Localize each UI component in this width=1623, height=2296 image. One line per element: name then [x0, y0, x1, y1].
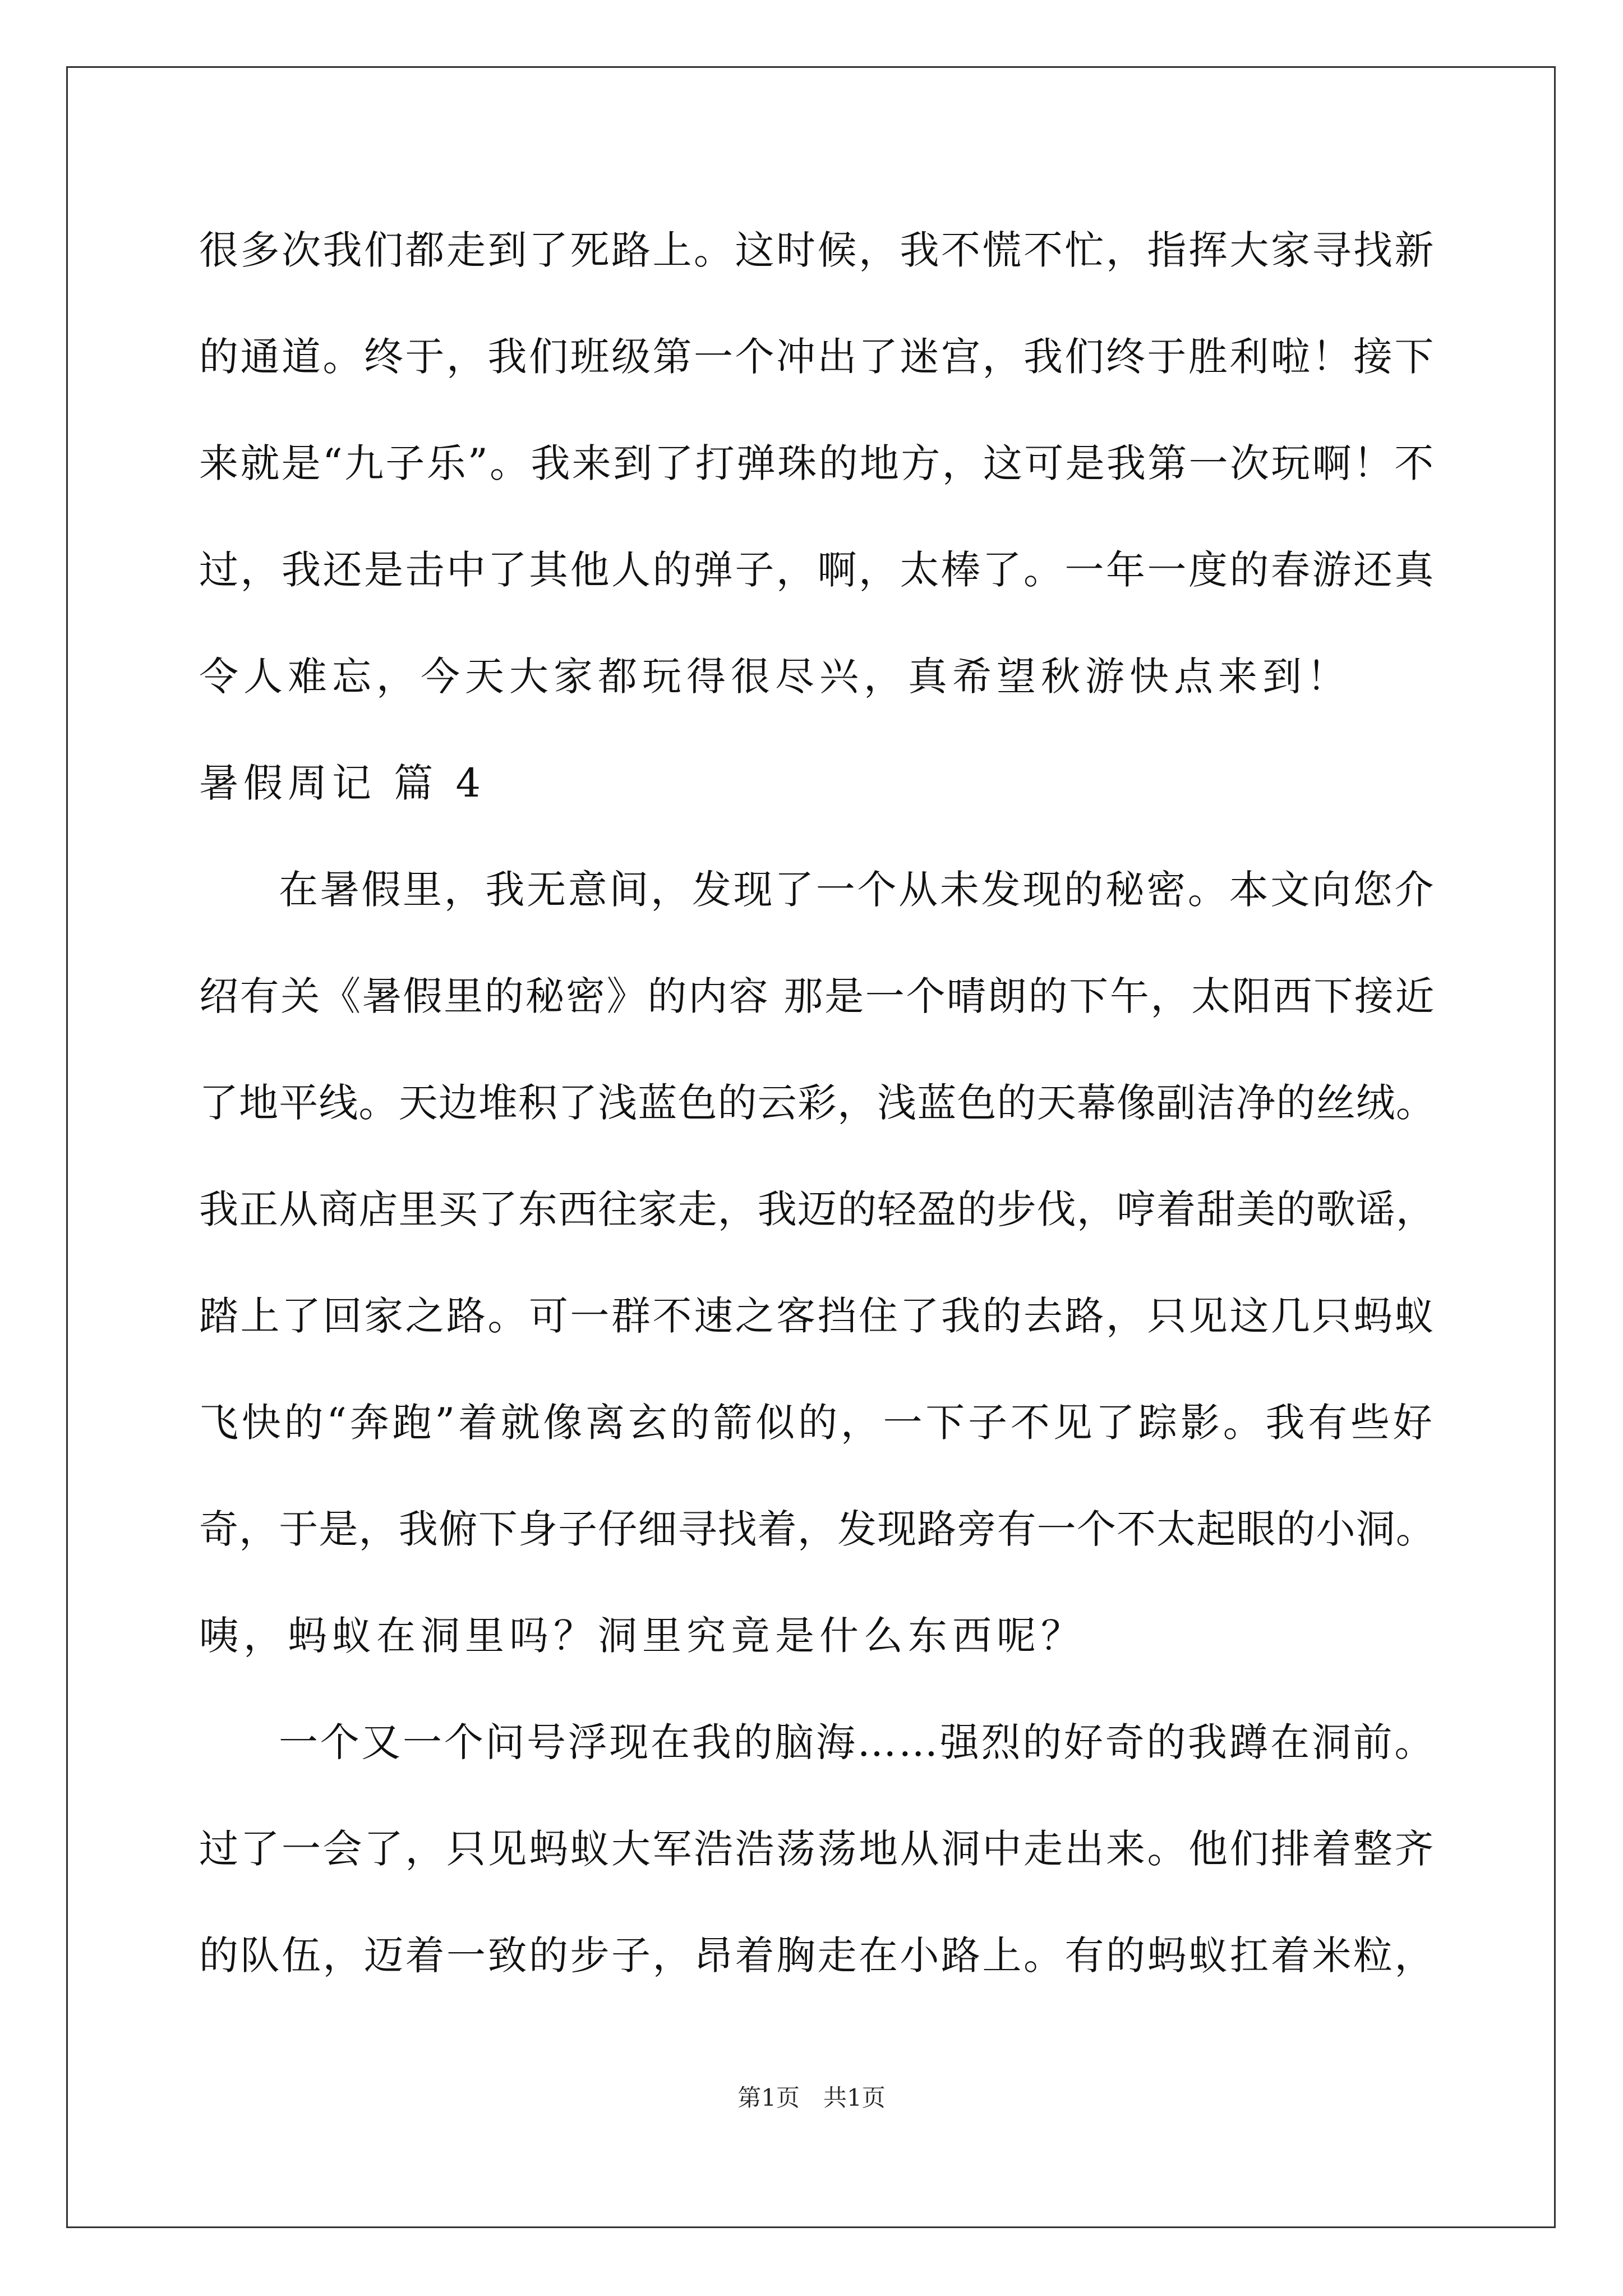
text-line: 咦，蚂蚁在洞里吗？洞里究竟是什么东西呢？ [199, 1613, 1085, 1659]
text-line: 绍有关《暑假里的秘密》的内容 那是一个晴朗的下午，太阳西下接近 [199, 973, 1436, 1019]
text-line: 的队伍，迈着一致的步子，昂着胸走在小路上。有的蚂蚁扛着米粒， [199, 1932, 1436, 1978]
text-line: 在暑假里，我无意间，发现了一个从未发现的秘密。本文向您介 [279, 867, 1436, 913]
text-line: 来就是“九子乐”。我来到了打弹珠的地方，这可是我第一次玩啊！不 [199, 440, 1436, 486]
text-line: 过了一会了，只见蚂蚁大军浩浩荡荡地从洞中走出来。他们排着整齐 [199, 1826, 1436, 1872]
text-line: 一个又一个问号浮现在我的脑海……强烈的好奇的我蹲在洞前。 [279, 1719, 1436, 1765]
page-footer: 第1页 共1页 [737, 2084, 886, 2111]
text-line: 了地平线。天边堆积了浅蓝色的云彩，浅蓝色的天幕像副洁净的丝绒。 [199, 1080, 1436, 1126]
section-heading: 暑假周记 篇 4 [199, 760, 486, 806]
text-line: 奇，于是，我俯下身子仔细寻找着，发现路旁有一个不太起眼的小洞。 [199, 1506, 1436, 1552]
page-border [66, 66, 1556, 2228]
text-line: 飞快的“奔跑”着就像离玄的箭似的，一下子不见了踪影。我有些好 [199, 1400, 1436, 1446]
text-line: 的通道。终于，我们班级第一个冲出了迷宫，我们终于胜利啦！接下 [199, 334, 1436, 380]
text-line: 过，我还是击中了其他人的弹子，啊，太棒了。一年一度的春游还真 [199, 547, 1436, 593]
text-line: 很多次我们都走到了死路上。这时候，我不慌不忙，指挥大家寻找新 [199, 227, 1436, 273]
text-line: 我正从商店里买了东西往家走，我迈的轻盈的步伐，哼着甜美的歌谣， [199, 1186, 1436, 1232]
text-line: 令人难忘，今天大家都玩得很尽兴，真希望秋游快点来到！ [199, 654, 1351, 700]
text-line: 踏上了回家之路。可一群不速之客挡住了我的去路，只见这几只蚂蚁 [199, 1293, 1436, 1339]
